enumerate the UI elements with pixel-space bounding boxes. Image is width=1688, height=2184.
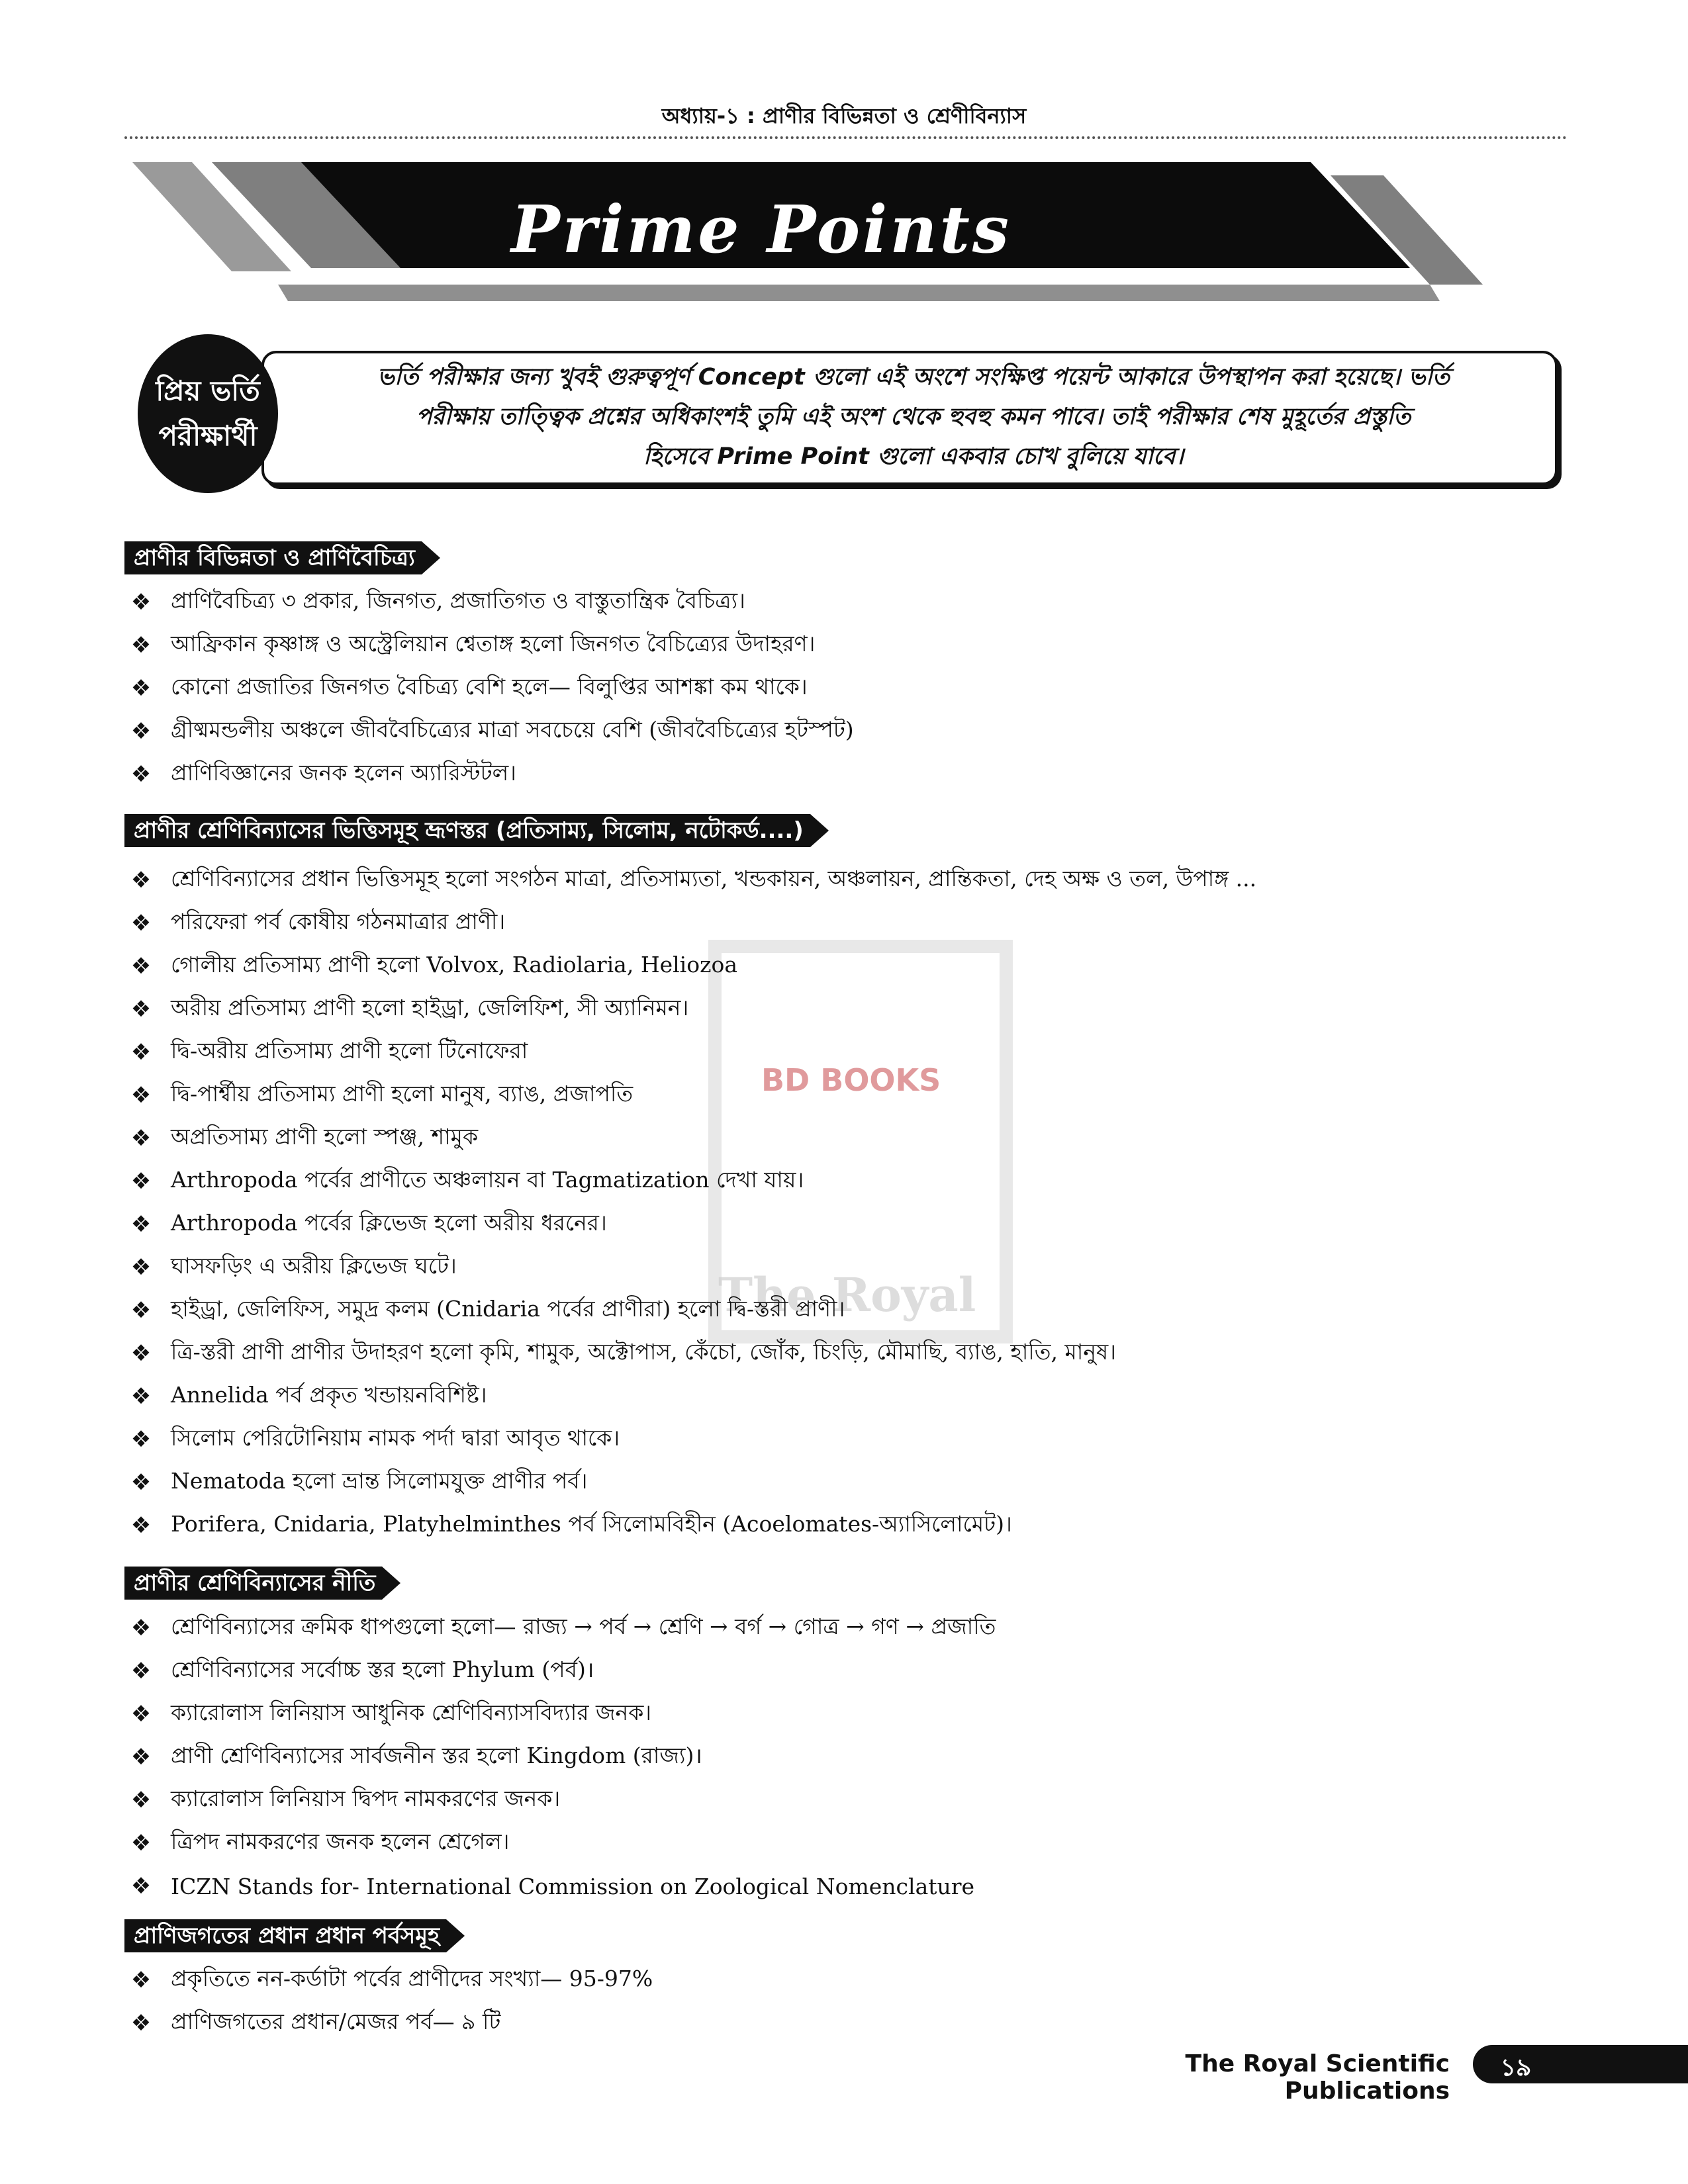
list-item — [124, 711, 854, 751]
item-text: দ্বি-অরীয় প্রতিসাম্য প্রাণী হলো টিনোফেরা — [171, 1038, 528, 1064]
list-item — [124, 668, 808, 708]
page-number: ১৯ — [1500, 2054, 1532, 2081]
diamond-bullet-icon: ❖ — [130, 761, 152, 788]
diamond-bullet-icon: ❖ — [130, 1168, 152, 1195]
list-item — [124, 1694, 651, 1734]
item-text: সিলোম পেরিটোনিয়াম নামক পর্দা দ্বারা আবৃত থাকে। — [171, 1425, 620, 1451]
diamond-bullet-icon: ❖ — [130, 910, 152, 936]
list-item — [124, 1960, 653, 2000]
item-text: আফ্রিকান কৃষ্ণাঙ্গ ও অস্ট্রেলিয়ান শ্বেতাঙ্গ হলো জিনগত বৈচিত্র্যের উদাহরণ। — [171, 631, 816, 657]
item-text: গোলীয় প্রতিসাম্য প্রাণী হলো Volvox, Radiolaria, Heliozoa — [171, 952, 738, 978]
diamond-bullet-icon: ❖ — [130, 1254, 152, 1281]
item-text: শ্রেণিবিন্যাসের প্রধান ভিত্তিসমূহ হলো সংগঠন মাত্রা, প্রতিসাম্যতা, খন্ডকায়ন, অঞ্চলায়ন, প্রান্তিকতা, দেহ অক্ষ ও তল, উপাঙ্গ ... — [171, 866, 1257, 891]
section-heading — [124, 1567, 400, 1600]
list-item — [124, 1506, 1012, 1545]
section-heading — [124, 1919, 465, 1952]
diamond-bullet-icon: ❖ — [130, 1039, 152, 1066]
diamond-bullet-icon: ❖ — [130, 1512, 152, 1539]
badge-line-2: পরীক্ষার্থী — [158, 420, 258, 452]
section-tail — [446, 1919, 465, 1952]
intro-text — [291, 357, 1536, 477]
diamond-bullet-icon: ❖ — [130, 996, 152, 1023]
diamond-bullet-icon: ❖ — [130, 1873, 152, 1899]
diamond-bullet-icon: ❖ — [130, 1211, 152, 1238]
item-text: Porifera, Cnidaria, Platyhelminthes পর্ব সিলোমবিহীন (Acoelomates-অ্যাসিলোমেট)। — [171, 1511, 1012, 1537]
diamond-bullet-icon: ❖ — [130, 589, 152, 615]
list-item — [124, 1377, 487, 1416]
item-text: Nematoda হলো ভ্রান্ত সিলোমযুক্ত প্রাণীর পর্ব। — [171, 1468, 588, 1494]
header-divider — [124, 136, 1568, 139]
section-title: প্রাণীর বিভিন্নতা ও প্রাণিবৈচিত্র্য — [124, 541, 422, 574]
intro-line-2: পরীক্ষায় তাত্ত্বিক প্রশ্নের অধিকাংশই তুমি এই অংশ থেকে হুবহু কমন পাবে। তাই পরীক্ষার শেষ মুহূর্তের প্রস্তুতি — [416, 404, 1411, 430]
item-text: পরিফেরা পর্ব কোষীয় গঠনমাত্রার প্রাণী। — [171, 909, 506, 934]
diamond-bullet-icon: ❖ — [130, 675, 152, 702]
list-item — [124, 1608, 996, 1648]
item-text: হাইড্রা, জেলিফিস, সমুদ্র কলম (Cnidaria পর্বের প্রাণীরা) হলো দ্বি-স্তরী প্রাণী। — [171, 1296, 845, 1322]
item-text: ত্রি-স্তরী প্রাণী প্রাণীর উদাহরণ হলো কৃমি, শামুক, অক্টোপাস, কেঁচো, জোঁক, চিংড়ি, মৌমাছি, ব্যাঙ, হাতি, মানুষ। — [171, 1339, 1117, 1365]
diamond-bullet-icon: ❖ — [130, 1830, 152, 1856]
list-item — [124, 1118, 478, 1158]
list-item — [124, 1291, 845, 1330]
section-title: প্রাণীর শ্রেণিবিন্যাসের নীতি — [124, 1567, 382, 1600]
diamond-bullet-icon: ❖ — [130, 1658, 152, 1684]
diamond-bullet-icon: ❖ — [130, 1701, 152, 1727]
diamond-bullet-icon: ❖ — [130, 1082, 152, 1109]
item-text: শ্রেণিবিন্যাসের ক্রমিক ধাপগুলো হলো— রাজ্য → পর্ব → শ্রেণি → বর্গ → গোত্র → গণ → প্রজাতি — [171, 1614, 996, 1639]
intro-line-1: ভর্তি পরীক্ষার জন্য খুবই গুরুত্বপূর্ণ Concept গুলো এই অংশে সংক্ষিপ্ত পয়েন্ট আকারে উপস্থাপন করা হয়েছে। ভর্তি — [377, 364, 1450, 390]
diamond-bullet-icon: ❖ — [130, 1787, 152, 1813]
list-item — [124, 860, 1256, 900]
list-item — [124, 1334, 1116, 1373]
item-text: ঘাসফড়িং এ অরীয় ক্লিভেজ ঘটে। — [171, 1253, 457, 1279]
item-text: প্রাণী শ্রেণিবিন্যাসের সার্বজনীন স্তর হলো Kingdom (রাজ্য)। — [171, 1743, 702, 1768]
diamond-bullet-icon: ❖ — [130, 953, 152, 979]
section-title: প্রাণিজগতের প্রধান প্রধান পর্বসমূহ — [124, 1919, 446, 1952]
list-item — [124, 1420, 620, 1459]
student-badge — [138, 334, 278, 493]
list-item — [124, 946, 737, 986]
item-text: ক্যারোলাস লিনিয়াস আধুনিক শ্রেণিবিন্যাসবিদ্যার জনক। — [171, 1700, 652, 1725]
list-item — [124, 2003, 500, 2043]
list-item — [124, 1463, 587, 1502]
diamond-bullet-icon: ❖ — [130, 1469, 152, 1496]
diamond-bullet-icon: ❖ — [130, 1744, 152, 1770]
item-text: অপ্রতিসাম্য প্রাণী হলো স্পঞ্জ, শামুক — [171, 1124, 479, 1150]
banner-title: Prime Points — [510, 192, 1012, 268]
section-heading — [124, 541, 440, 574]
diamond-bullet-icon: ❖ — [130, 718, 152, 745]
item-text: প্রকৃতিতে নন-কর্ডাটা পর্বের প্রাণীদের সংখ্যা— 95-97% — [171, 1966, 653, 1991]
list-item — [124, 1866, 974, 1906]
list-item — [124, 582, 745, 622]
section-title: প্রাণীর শ্রেণিবিন্যাসের ভিত্তিসমূহ ভ্রূণস্তর (প্রতিসাম্য, সিলোম, নটোকর্ড....) — [124, 814, 810, 847]
list-item — [124, 625, 815, 665]
list-item — [124, 1248, 457, 1287]
diamond-bullet-icon: ❖ — [130, 1383, 152, 1410]
footer-publisher: The Royal Scientific Publications — [1185, 2050, 1450, 2105]
list-item — [124, 1737, 702, 1777]
list-item — [124, 1651, 594, 1691]
item-text: Annelida পর্ব প্রকৃত খন্ডায়নবিশিষ্ট। — [171, 1382, 487, 1408]
intro-line-3: হিসেবে Prime Point গুলো একবার চোখ বুলিয়ে যাবে। — [643, 443, 1184, 470]
item-text: ক্যারোলাস লিনিয়াস দ্বিপদ নামকরণের জনক। — [171, 1786, 561, 1811]
list-item — [124, 903, 505, 943]
item-text: দ্বি-পার্শ্বীয় প্রতিসাম্য প্রাণী হলো মানুষ, ব্যাঙ, প্রজাপতি — [171, 1081, 633, 1107]
item-text: গ্রীষ্মমন্ডলীয় অঞ্চলে জীববৈচিত্র্যের মাত্রা সবচেয়ে বেশি (জীববৈচিত্র্যের হটস্পট) — [171, 717, 854, 743]
item-text: Arthropoda পর্বের ক্লিভেজ হলো অরীয় ধরনের। — [171, 1210, 607, 1236]
list-item — [124, 989, 688, 1029]
item-text: অরীয় প্রতিসাম্য প্রাণী হলো হাইড্রা, জেলিফিশ, সী অ্যানিমন। — [171, 995, 689, 1021]
diamond-bullet-icon: ❖ — [130, 1125, 152, 1152]
chapter-header: অধ্যায়-১ : প্রাণীর বিভিন্নতা ও শ্রেণীবিন্যাস — [661, 103, 1027, 128]
watermark-brand: BD BOOKS — [761, 1062, 941, 1098]
item-text: প্রাণিজগতের প্রধান/মেজর পর্ব— ৯ টি — [171, 2009, 501, 2034]
diamond-bullet-icon: ❖ — [130, 1340, 152, 1367]
badge-line-1: প্রিয় ভর্তি — [156, 375, 260, 407]
item-text: ত্রিপদ নামকরণের জনক হলেন শ্রেগেল। — [171, 1829, 510, 1854]
section-heading — [124, 814, 829, 847]
item-text: শ্রেণিবিন্যাসের সর্বোচ্চ স্তর হলো Phylum (পর্ব)। — [171, 1657, 594, 1682]
list-item — [124, 1823, 509, 1863]
section-tail — [422, 541, 440, 574]
list-item — [124, 1161, 804, 1201]
watermark-sub: The Royal — [718, 1267, 976, 1322]
diamond-bullet-icon: ❖ — [130, 1426, 152, 1453]
diamond-bullet-icon: ❖ — [130, 2010, 152, 2036]
item-text: Arthropoda পর্বের প্রাণীতে অঞ্চলায়ন বা Tagmatization দেখা যায়। — [171, 1167, 804, 1193]
list-item — [124, 1032, 528, 1072]
item-text: প্রাণিবিজ্ঞানের জনক হলেন অ্যারিস্টটল। — [171, 760, 516, 786]
list-item — [124, 1205, 607, 1244]
diamond-bullet-icon: ❖ — [130, 867, 152, 893]
item-text: ICZN Stands for- International Commission on Zoological Nomenclature — [171, 1873, 975, 1899]
list-item — [124, 1780, 560, 1820]
list-item — [124, 754, 516, 794]
item-text: কোনো প্রজাতির জিনগত বৈচিত্র্য বেশি হলে— বিলুপ্তির আশঙ্কা কম থাকে। — [171, 674, 808, 700]
list-item — [124, 1075, 633, 1115]
diamond-bullet-icon: ❖ — [130, 1967, 152, 1993]
section-tail — [382, 1567, 400, 1600]
item-text: প্রাণিবৈচিত্র্য ৩ প্রকার, জিনগত, প্রজাতিগত ও বাস্তুতান্ত্রিক বৈচিত্র্য। — [171, 588, 745, 614]
diamond-bullet-icon: ❖ — [130, 632, 152, 659]
diamond-bullet-icon: ❖ — [130, 1297, 152, 1324]
section-tail — [810, 814, 829, 847]
diamond-bullet-icon: ❖ — [130, 1615, 152, 1641]
